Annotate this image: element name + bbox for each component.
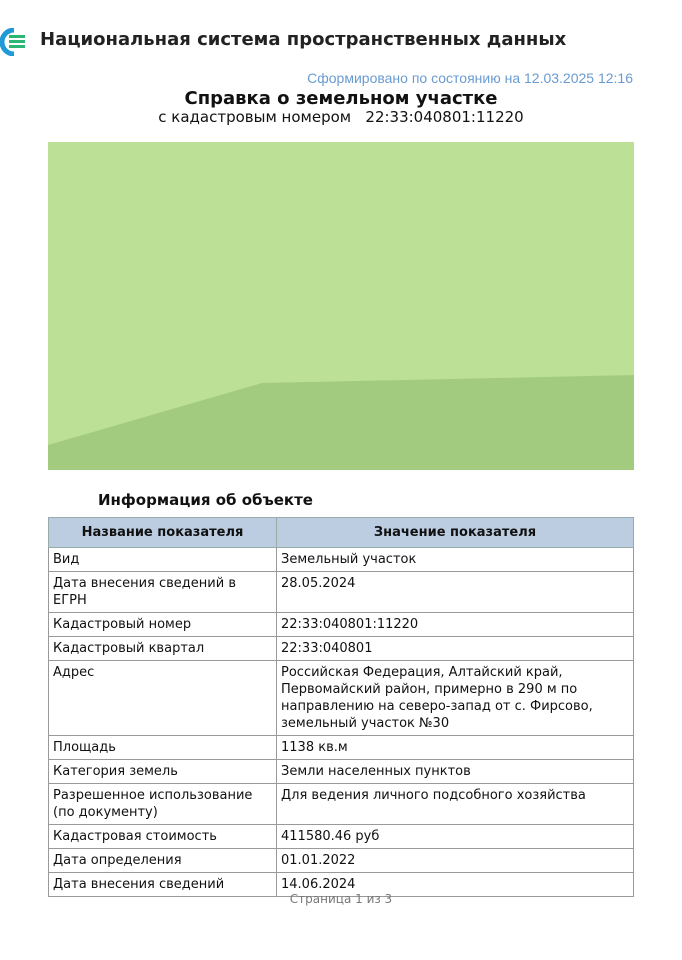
table-row [49, 760, 634, 784]
page-number: Страница 1 из 3 [289, 892, 393, 906]
table-row [49, 825, 634, 849]
table-row [49, 784, 634, 825]
row-value: 22:33:040801 [277, 637, 634, 661]
info-heading: Информация об объекте [98, 491, 313, 509]
table-row [49, 548, 634, 572]
row-value: Земли населенных пунктов [277, 760, 634, 784]
column-header-name: Название показателя [49, 518, 277, 548]
row-label: Дата определения [49, 849, 277, 873]
row-label: Вид [49, 548, 277, 572]
row-label: Кадастровый номер [49, 613, 277, 637]
row-label: Площадь [49, 736, 277, 760]
row-label: Кадастровая стоимость [49, 825, 277, 849]
table-row [49, 637, 634, 661]
table-row [49, 661, 634, 736]
system-title: Национальная система пространственных данных [40, 29, 567, 50]
row-label: Адрес [49, 661, 277, 736]
table-row [49, 613, 634, 637]
row-label: Категория земель [49, 760, 277, 784]
row-value: Российская Федерация, Алтайский край, Первомайский район, примерно в 290 м по направлению на северо-запад от с. Фирсово, земельный участок №30 [277, 661, 634, 736]
column-header-value: Значение показателя [277, 518, 634, 548]
row-value: Земельный участок [277, 548, 634, 572]
row-value: 1138 кв.м [277, 736, 634, 760]
nspd-logo-icon [0, 28, 28, 56]
row-value: 22:33:040801:11220 [277, 613, 634, 637]
table-row [49, 736, 634, 760]
parcel-map[interactable] [48, 142, 634, 470]
info-table [48, 517, 634, 897]
row-label: Дата внесения сведений [49, 873, 277, 897]
row-label: Кадастровый квартал [49, 637, 277, 661]
document-title: Справка о земельном участке [184, 88, 498, 109]
row-value: 14.06.2024 [277, 873, 634, 897]
table-row [49, 572, 634, 613]
row-label: Разрешенное использование (по документу) [49, 784, 277, 825]
document-subtitle: с кадастровым номером 22:33:040801:11220 [158, 108, 524, 126]
row-label: Дата внесения сведений в ЕГРН [49, 572, 277, 613]
row-value: Для ведения личного подсобного хозяйства [277, 784, 634, 825]
row-value: 28.05.2024 [277, 572, 634, 613]
row-value: 01.01.2022 [277, 849, 634, 873]
table-row [49, 849, 634, 873]
row-value: 411580.46 руб [277, 825, 634, 849]
formed-timestamp: Сформировано по состоянию на 12.03.2025 12:16 [307, 70, 633, 86]
